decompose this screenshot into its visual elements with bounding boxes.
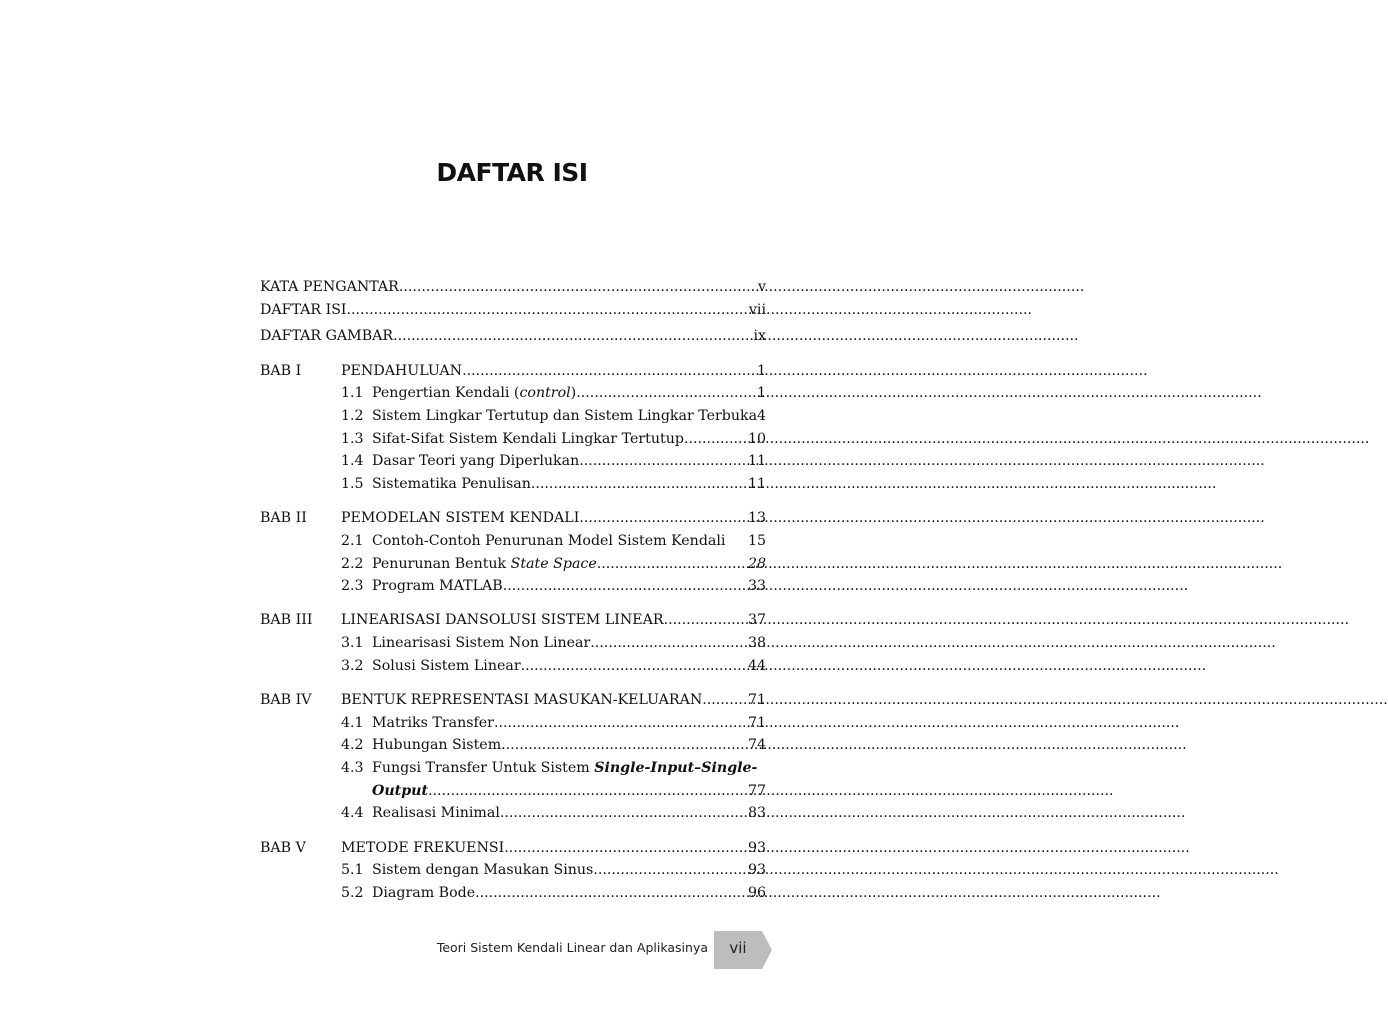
toc-entry-title [372,780,428,803]
toc-chapter-label: BAB III [260,612,313,629]
toc-section-entry [260,882,766,905]
toc-leader-text [260,276,726,299]
toc-entry-title [372,530,725,553]
toc-dot-leader [494,712,1180,735]
toc-leader-text [372,780,726,803]
toc-section-number: 3.1 [341,635,364,652]
spacer [260,825,766,837]
toc-section-number: 1.1 [341,385,364,402]
toc-section-entry [260,473,766,496]
toc-page-number: vii [748,301,766,318]
toc-entry-title [372,734,501,757]
toc-section-continuation [260,780,766,803]
toc-entry-title [372,655,521,678]
toc-chapter-entry [260,689,766,712]
toc-dot-leader [462,360,1148,383]
toc-leader-text [341,837,726,860]
toc-leader-text [372,405,758,428]
toc-leader-text [372,859,726,882]
toc-entry-text: Penurunan Bentuk [372,555,511,572]
toc-leader-text [372,575,726,598]
toc-entry-text: Single-Input–Single- [594,760,758,777]
toc-section-number: 1.5 [341,476,364,492]
toc-leader-text [372,473,726,496]
toc-entry-text: KATA PENGANTAR [260,279,399,295]
toc-entry-text: Program MATLAB [372,578,503,595]
toc-entry-text: DAFTAR GAMBAR [260,328,394,345]
toc-chapter-entry [260,837,766,860]
toc-entry-title [341,689,702,712]
toc-leader-text [372,655,726,678]
toc-chapter-entry [260,507,766,530]
toc-dot-leader [500,802,1186,825]
toc-chapter-label: BAB V [260,839,306,856]
toc-dot-leader [399,276,1085,299]
toc-dot-leader [503,575,1189,598]
toc-page-number: 33 [747,578,766,595]
toc-section-entry [260,450,766,473]
toc-entry-title [372,473,531,496]
toc-page-number: 93 [747,839,766,856]
toc-front-entry [260,325,766,348]
toc-section-number: 2.2 [341,555,364,572]
toc-entry-title [372,882,475,905]
toc-dot-leader [521,655,1207,678]
toc-entry-title [372,632,590,655]
toc-entry-text: PEMODELAN SISTEM KENDALI [341,510,580,527]
toc-page-number: 1 [756,362,766,379]
toc-dot-leader [347,299,1033,322]
toc-leader-text [372,712,726,735]
toc-entry-title [372,553,597,576]
toc-leader-text [372,553,726,576]
toc-entry-text: Sistematika Penulisan [372,476,531,492]
toc-leader-text [260,299,726,322]
toc-entry-text: Contoh-Contoh Penurunan Model Sistem Kendali [372,532,726,549]
toc-chapter-label: BAB I [260,362,302,379]
toc-leader-text [341,689,726,712]
toc-entry-title [372,382,576,405]
toc-page-number: v [757,279,766,295]
toc-page-number: 11 [747,476,766,492]
toc-leader-text [372,382,726,405]
toc-dot-leader [579,507,1265,530]
toc-page-number: ix [753,328,766,345]
toc-entry-title [341,360,462,383]
toc-page-number: 28 [747,555,766,572]
toc-entry-text: Sifat-Sifat Sistem Kendali Lingkar Tertutup [372,430,684,447]
toc-dot-leader [393,325,1079,348]
toc-dot-leader [593,859,1279,882]
toc-entry-title [372,712,494,735]
toc-front-entry [260,299,766,322]
toc-section-entry [260,575,766,598]
toc-section-entry [260,712,766,735]
toc-page-number: 13 [747,510,766,527]
toc-entry-text: Realisasi Minimal [372,805,500,822]
footer-book-title: Teori Sistem Kendali Linear dan Aplikasinya [436,940,708,955]
toc-entry-text: PENDAHULUAN [341,362,463,379]
toc-section-number: 4.2 [341,737,364,754]
toc-dot-leader [475,882,1161,905]
toc-chapter-label: BAB II [260,510,307,527]
toc-dot-leader [597,553,1283,576]
toc-entry-title [372,859,593,882]
toc-page-number: 74 [747,737,766,754]
toc-entry-text: METODE FREKUENSI [341,839,505,856]
toc-section-entry [260,428,766,451]
toc-page-number: 71 [747,692,766,708]
toc-section-number: 4.1 [341,714,364,731]
toc-entry-title [372,405,757,428]
toc-section-entry [260,802,766,825]
toc-leader-text [372,632,726,655]
toc-section-number: 5.1 [341,862,364,879]
toc-leader-text [260,325,726,348]
toc-section-entry [260,382,766,405]
toc-section-entry [260,859,766,882]
toc-entry-text: DAFTAR ISI [260,301,347,318]
toc-entry-text: Solusi Sistem Linear [372,657,521,674]
toc-section-entry [260,530,766,553]
toc-page-number: 44 [747,657,766,674]
toc-section-number: 2.3 [341,578,364,595]
toc-dot-leader [590,632,1276,655]
toc-leader-text [372,734,726,757]
toc-entry-text: LINEARISASI DANSOLUSI SISTEM LINEAR [341,612,664,629]
toc-entry-title [260,299,347,322]
toc-section-entry [260,655,766,678]
toc-entry-text: Output [372,782,429,799]
spacer [260,678,766,690]
toc-page-number: 10 [747,430,766,447]
toc-dot-leader [702,689,1388,712]
toc-entry-text: Pengertian Kendali ( [372,385,520,402]
toc-dot-leader [576,382,1262,405]
toc-page-number: 96 [747,885,766,901]
toc-section-number: 5.2 [341,885,364,901]
toc-dot-leader [501,734,1187,757]
toc-entry-text: ) [570,385,577,402]
toc-leader-text [372,450,726,473]
toc-page-number: 83 [747,805,766,822]
toc-chapter-entry [260,360,766,383]
toc-page-number: 15 [747,532,766,549]
toc-page-number: 38 [747,635,766,652]
toc-section-entry [260,757,766,780]
toc-page-number: 37 [747,612,766,629]
toc-section-number: 1.4 [341,453,364,470]
toc-entry-text: Fungsi Transfer Untuk Sistem [372,760,595,777]
toc-entry-text: Hubungan Sistem [372,737,502,754]
spacer [260,598,766,610]
toc-leader-text [372,757,758,780]
spacer [260,348,766,360]
toc-leader-text [372,428,726,451]
toc-leader-text [372,802,726,825]
page-number-tab [714,931,774,969]
toc-entry-title [372,802,500,825]
toc-front-entry [260,276,766,299]
toc-entry-title [341,507,579,530]
toc-entry-text: State Space [510,555,597,572]
toc-entry-text: Diagram Bode [372,885,476,901]
toc-section-number: 4.3 [341,760,364,777]
toc-entry-text: Dasar Teori yang Diperlukan [372,453,580,470]
toc-entry-title [372,428,684,451]
toc-page-number: 71 [747,714,766,731]
page-number: vii [729,939,747,957]
toc-section-number: 3.2 [341,657,364,674]
toc-page-number: 11 [747,453,766,470]
toc-entry-title [341,609,664,632]
toc-chapter-label: BAB IV [260,692,312,708]
toc-section-entry [260,553,766,576]
toc-dot-leader [531,473,1217,496]
toc-page-number: 77 [747,782,766,799]
toc-entry-title [372,575,503,598]
toc-dot-leader [428,780,1114,803]
toc-entry-text: Sistem Lingkar Tertutup dan Sistem Lingkar Terbuka [372,407,758,424]
toc-page-number: 93 [747,862,766,879]
toc-section-number: 1.3 [341,430,364,447]
toc-leader-text [341,507,726,530]
toc-entry-title [260,325,393,348]
toc-leader-text [372,882,726,905]
toc-section-entry [260,632,766,655]
table-of-contents [260,276,766,905]
toc-dot-leader [664,609,1350,632]
toc-entry-title [260,276,399,299]
spacer [260,496,766,508]
toc-dot-leader [579,450,1265,473]
toc-leader-text [341,360,726,383]
toc-section-entry [260,405,766,428]
toc-dot-leader [684,428,1370,451]
toc-leader-text [341,609,726,632]
toc-entry-text: BENTUK REPRESENTASI MASUKAN-KELUARAN [341,692,703,708]
toc-entry-title [341,837,504,860]
toc-entry-text: control [519,385,571,402]
toc-page-number: 4 [756,407,766,424]
toc-entry-text: Sistem dengan Masukan Sinus [372,862,594,879]
toc-dot-leader [725,530,726,553]
toc-section-number: 1.2 [341,407,364,424]
toc-entry-text: Linearisasi Sistem Non Linear [372,635,591,652]
toc-section-number: 4.4 [341,805,364,822]
toc-section-number: 2.1 [341,532,364,549]
toc-leader-text [372,530,726,553]
toc-entry-title [372,757,757,780]
toc-entry-title [372,450,579,473]
toc-page-number: 1 [756,385,766,402]
toc-chapter-entry [260,609,766,632]
toc-section-entry [260,734,766,757]
toc-dot-leader [504,837,1190,860]
toc-entry-text: Matriks Transfer [372,714,494,731]
page-title: DAFTAR ISI [436,158,588,187]
